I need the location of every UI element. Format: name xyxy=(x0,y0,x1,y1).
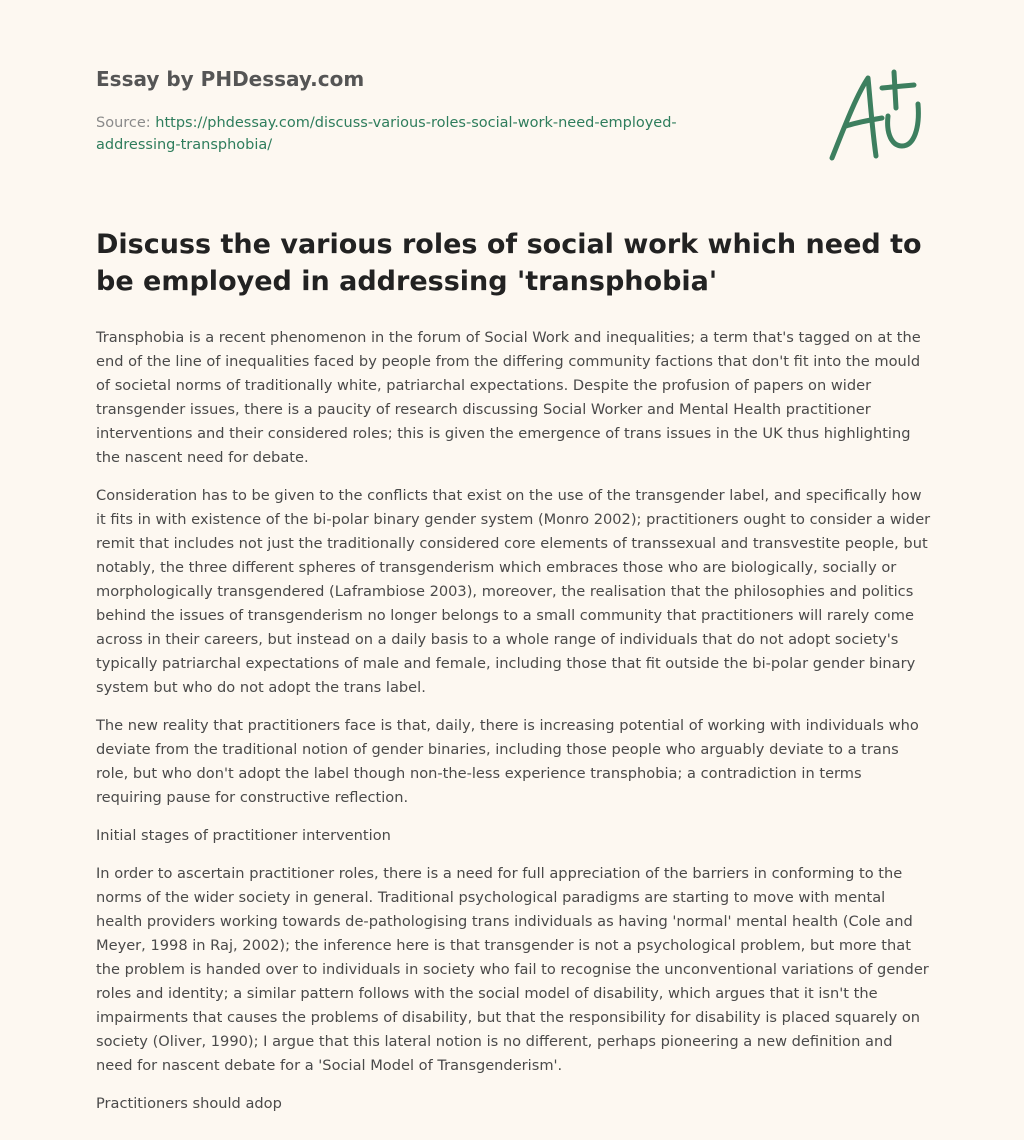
paragraph: Practitioners should adop xyxy=(96,1095,282,1112)
a-plus-logo-icon xyxy=(826,68,926,164)
essay-body xyxy=(96,326,932,1130)
source-line xyxy=(96,112,736,156)
paragraph: Consideration has to be given to the conflicts that exist on the use of the transgender label, and specifically how it fits in with existence of the bi-polar binary gender system (Monro 2002); practitioners ought to consider a wider remit that includes not just the traditionally considered core elements of transsexual and transvestite people, but notably, the three different spheres of transgenderism which embraces those who are biologically, socially or morphologically transgendered (Laframbiose 2003), moreover, the realisation that the philosophies and politics behind the issues of transgenderism no longer belongs to a small community that practitioners will rarely come across in their careers, but instead on a daily basis to a whole range of individuals that do not adopt society's typically patriarchal expectations of male and female, including those that fit outside the bi-polar gender binary system but who do not adopt the trans label. xyxy=(96,487,931,696)
source-link[interactable]: https://phdessay.com/discuss-various-roles-social-work-need-employed-addressing-transphobia/ xyxy=(96,115,677,153)
paragraph: The new reality that practitioners face is that, daily, there is increasing potential of working with individuals who deviate from the traditional notion of gender binaries, including those people who arguably deviate to a trans role, but who don't adopt the label though non-the-less experience transphobia; a contradiction in terms requiring pause for constructive reflection. xyxy=(96,717,919,806)
source-label: Source: xyxy=(96,115,156,131)
paragraph: Transphobia is a recent phenomenon in the forum of Social Work and inequalities; a term that's tagged on at the end of the line of inequalities faced by people from the differing community factions that don't fit into the mould of societal norms of traditionally white, patriarchal expectations. Despite the profusion of papers on wider transgender issues, there is a paucity of research discussing Social Worker and Mental Health practitioner interventions and their considered roles; this is given the emergence of trans issues in the UK thus highlighting the nascent need for debate. xyxy=(96,329,921,466)
section-heading: Initial stages of practitioner intervention xyxy=(96,827,391,844)
paragraph: In order to ascertain practitioner roles, there is a need for full appreciation of the barriers in conforming to the norms of the wider society in general. Traditional psychological paradigms are starting to move with mental health providers working towards de-pathologising trans individuals as having 'normal' mental health (Cole and Meyer, 1998 in Raj, 2002); the inference here is that transgender is not a psychological problem, but more that the problem is handed over to individuals in society who fail to recognise the unconventional variations of gender roles and identity; a similar pattern follows with the social model of disability, which argues that it isn't the impairments that causes the problems of disability, but that the responsibility for disability is placed squarely on society (Oliver, 1990); I argue that this lateral notion is no different, perhaps pioneering a new definition and need for nascent debate for a 'Social Model of Transgenderism'. xyxy=(96,865,929,1074)
site-title: Essay by PHDessay.com xyxy=(96,67,365,91)
essay-title: Discuss the various roles of social work which need to be employed in addressing 'transphobia' xyxy=(96,229,922,297)
